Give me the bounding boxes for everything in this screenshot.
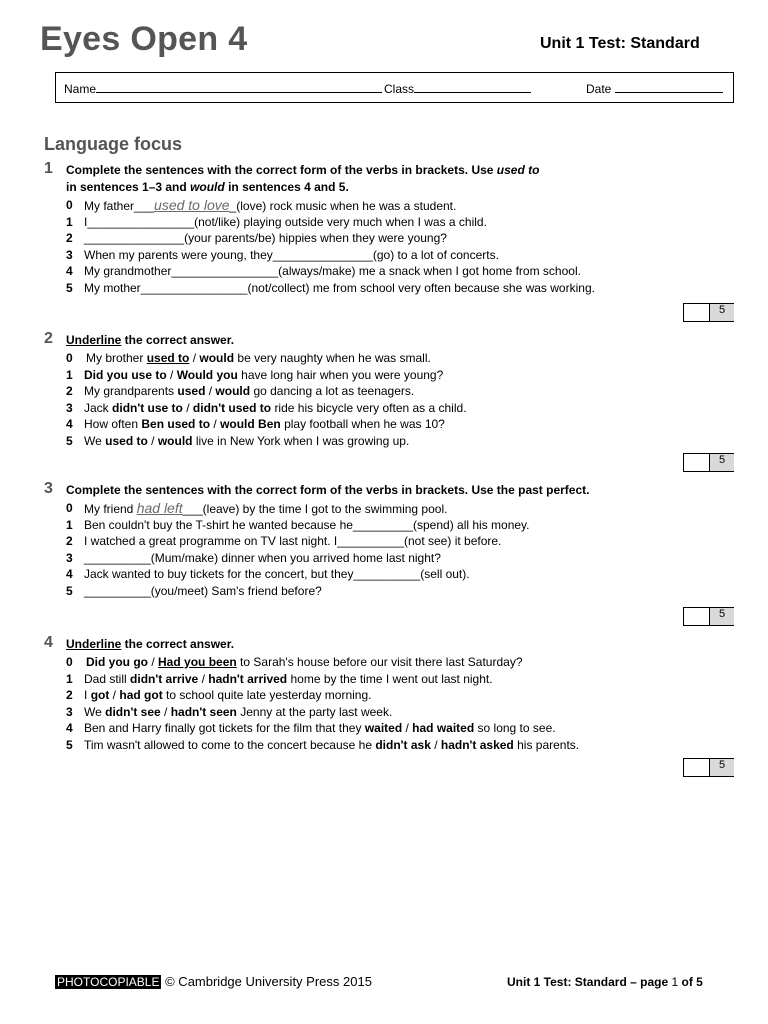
option-b[interactable]: would — [157, 433, 193, 448]
date-field[interactable] — [586, 81, 723, 96]
score-box — [683, 607, 734, 626]
example-answer: had left — [136, 500, 183, 516]
exercise-item[interactable]: 5 Tim wasn't allowed to come to the concert because he didn't ask / hadn't asked his parents. — [66, 737, 580, 752]
option-a[interactable]: used — [177, 384, 206, 399]
score-input[interactable] — [684, 454, 710, 471]
option-a[interactable]: didn't use to — [112, 400, 183, 415]
score-box — [683, 758, 734, 777]
exercise-item[interactable]: 3 We didn't see / hadn't seen Jenny at the party last week. — [66, 704, 393, 719]
option-b[interactable]: hadn't seen — [170, 704, 237, 719]
section-title: Language focus — [44, 134, 183, 154]
exercise-number: 3 — [44, 480, 53, 497]
option-a[interactable]: didn't ask — [375, 737, 431, 752]
exercise-item[interactable]: 3 When my parents were young, they_______________(go) to a lot of concerts. — [66, 247, 499, 262]
exercise-item[interactable]: 2 _______________(your parents/be) hippies when they were young? — [66, 231, 447, 246]
score-input[interactable] — [684, 304, 710, 321]
max-score: 5 — [710, 454, 734, 471]
exercise-number: 2 — [44, 330, 53, 347]
option-b[interactable]: had got — [119, 688, 163, 703]
option-b[interactable]: Would you — [176, 367, 238, 382]
class-label: Class — [384, 82, 415, 96]
name-label: Name — [64, 82, 97, 96]
option-a[interactable]: used to — [105, 433, 148, 448]
option-b[interactable]: hadn't asked — [440, 737, 514, 752]
exercise-item[interactable]: 5 We used to / would live in New York when I was growing up. — [66, 433, 410, 448]
exercise-2 — [44, 330, 734, 450]
photocopiable-badge: PHOTOCOPIABLE — [57, 975, 160, 989]
option-a[interactable]: Did you use to — [84, 367, 167, 382]
test-title: Unit 1 Test: Standard — [540, 35, 700, 52]
exercise-item[interactable]: 3 __________(Mum/make) dinner when you arrived home last night? — [66, 550, 441, 565]
footer-copyright — [55, 974, 372, 989]
exercise-number: 1 — [44, 160, 53, 177]
exercise-item[interactable]: 5 My mother________________(not/collect) me from school very often because she was working. — [66, 280, 595, 295]
class-field[interactable] — [384, 81, 531, 96]
exercise-item[interactable]: 1 Dad still didn't arrive / hadn't arrived home by the time I went out last night. — [66, 671, 493, 686]
option-b[interactable]: would Ben — [220, 417, 281, 432]
exercise-item[interactable]: 5 __________(you/meet) Sam's friend before? — [66, 583, 322, 598]
option-b[interactable]: would — [215, 384, 251, 399]
option-a[interactable]: didn't arrive — [130, 671, 199, 686]
exercise-item[interactable]: 4 Ben and Harry finally got tickets for the film that they waited / had waited so long to see. — [66, 721, 556, 736]
score-box — [683, 303, 734, 322]
exercise-item: 0 My brother used to / would be very naughty when he was small. — [66, 351, 431, 365]
option-a[interactable]: didn't see — [105, 704, 161, 719]
option-b[interactable]: hadn't arrived — [208, 671, 288, 686]
brand-title: Eyes Open 4 — [40, 20, 248, 58]
option-b[interactable]: had waited — [412, 721, 475, 736]
score-input[interactable] — [684, 759, 710, 776]
exercise-3 — [44, 480, 734, 600]
exercise-item: 0 Did you go / Had you been to Sarah's house before our visit there last Saturday? — [66, 655, 523, 669]
max-score: 5 — [710, 759, 734, 776]
exercise-item[interactable]: 4 How often Ben used to / would Ben play football when he was 10? — [66, 417, 445, 432]
option-a[interactable]: Ben used to — [141, 417, 211, 432]
exercise-item[interactable]: 2 My grandparents used / would go dancing a lot as teenagers. — [66, 384, 415, 399]
exercise-item[interactable]: 2 I got / had got to school quite late yesterday morning. — [66, 688, 372, 703]
score-box — [683, 453, 734, 472]
exercise-instruction: Complete the sentences with the correct form of the verbs in brackets. Use the past perfect. — [66, 483, 590, 497]
option-a[interactable]: waited — [364, 721, 403, 736]
example-answer: used to love — [154, 197, 230, 213]
student-info-box — [55, 72, 734, 103]
score-input[interactable] — [684, 608, 710, 625]
copyright-text: © Cambridge University Press 2015 — [165, 974, 372, 989]
footer-page-info: Unit 1 Test: Standard – page 1 of 5 — [507, 975, 703, 989]
exercise-item[interactable]: 1 Ben couldn't buy the T-shirt he wanted because he_________(spend) all his money. — [66, 517, 530, 532]
exercise-item: 0 My friend had left___(leave) by the time I got to the swimming pool. — [66, 500, 448, 516]
exercise-item: 0 My father___used to love_(love) rock music when he was a student. — [66, 197, 457, 213]
exercise-instruction-cont: in sentences 1–3 and would in sentences 4 and 5. — [66, 180, 349, 194]
exercise-item[interactable]: 4 Jack wanted to buy tickets for the concert, but they__________(sell out). — [66, 567, 470, 582]
exercise-instruction: Underline the correct answer. — [66, 637, 235, 651]
exercise-item[interactable]: 4 My grandmother________________(always/make) me a snack when I got home from school. — [66, 264, 581, 279]
name-field[interactable] — [64, 81, 382, 96]
max-score: 5 — [710, 304, 734, 321]
exercise-instruction: Underline the correct answer. — [66, 333, 235, 347]
exercise-instruction: Complete the sentences with the correct form of the verbs in brackets. Use used to — [66, 163, 540, 177]
exercise-item[interactable]: 1 Did you use to / Would you have long hair when you were young? — [66, 367, 444, 382]
option-a[interactable]: got — [90, 688, 110, 703]
exercise-item[interactable]: 3 Jack didn't use to / didn't used to ride his bicycle very often as a child. — [66, 400, 467, 415]
date-label: Date — [586, 82, 612, 96]
exercise-4 — [44, 634, 734, 754]
exercise-item[interactable]: 2 I watched a great programme on TV last night. I__________(not see) it before. — [66, 534, 502, 549]
exercise-number: 4 — [44, 634, 53, 651]
option-b[interactable]: didn't used to — [192, 400, 272, 415]
exercise-item[interactable]: 1 I________________(not/like) playing outside very much when I was a child. — [66, 214, 487, 229]
max-score: 5 — [710, 608, 734, 625]
exercise-1 — [44, 160, 734, 297]
